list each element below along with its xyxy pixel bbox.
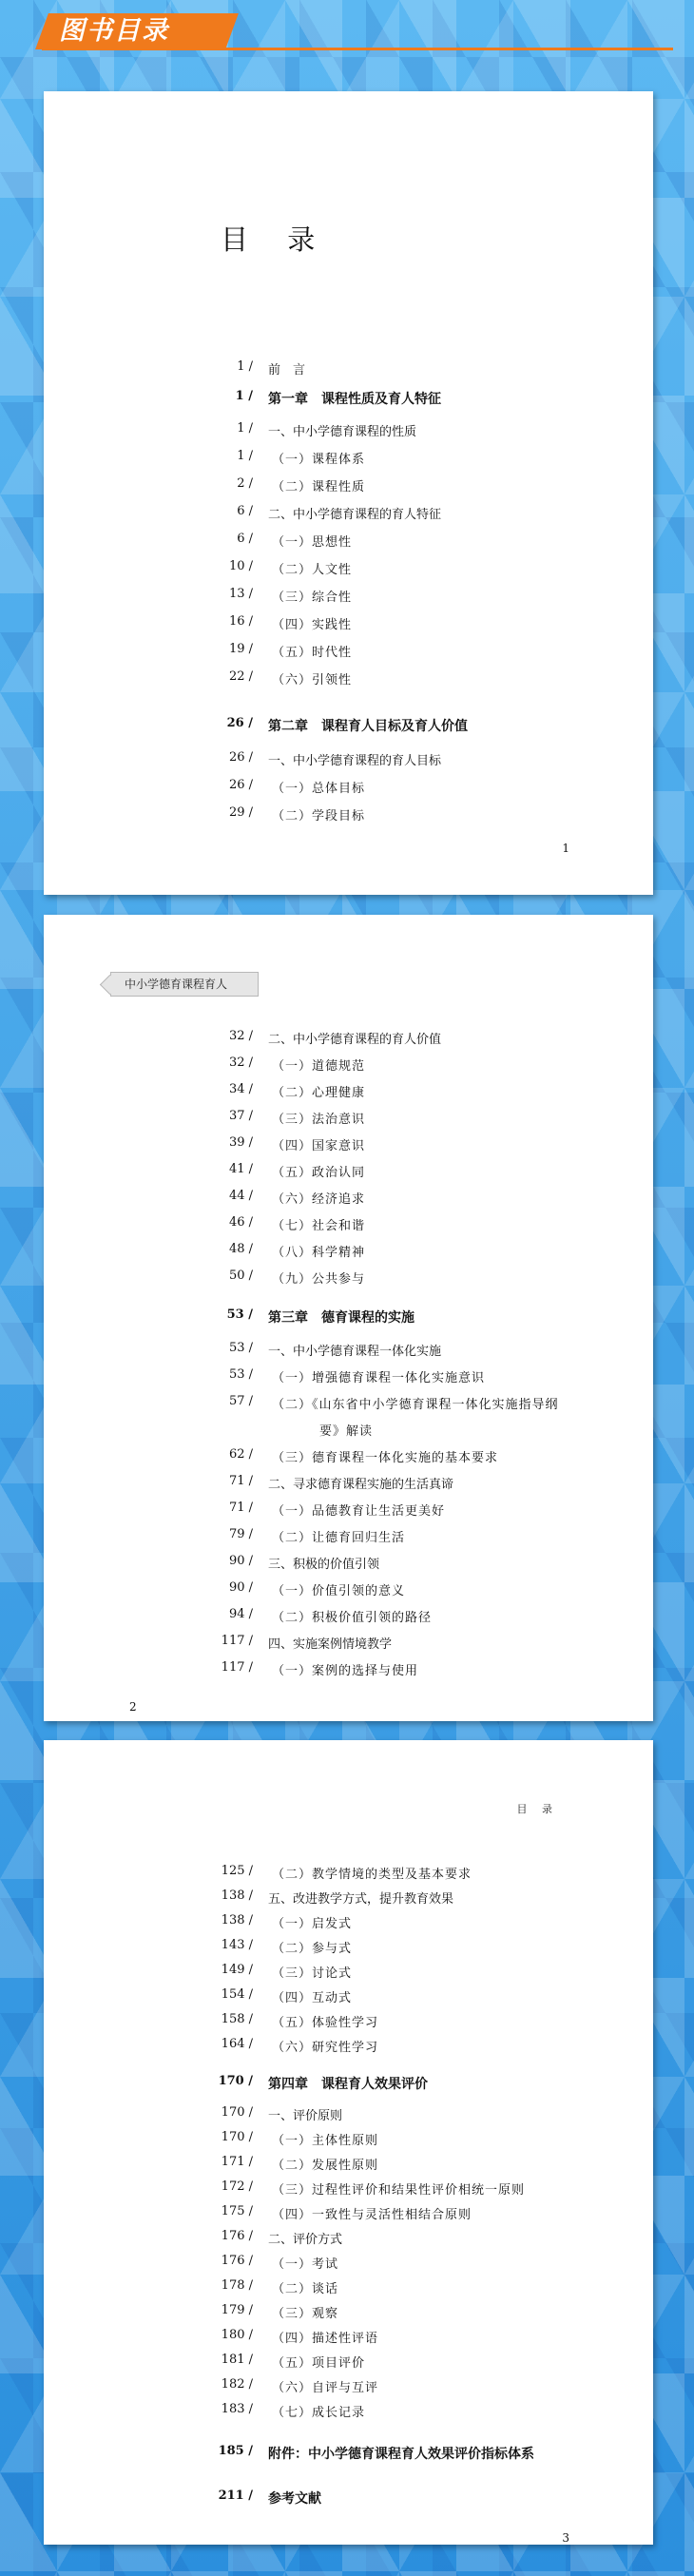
toc-section: 90 / 三、积极的价值引领 bbox=[228, 1554, 380, 1572]
toc-chapter: 1 / 第一章 课程性质及育人特征 bbox=[235, 389, 441, 407]
toc-subsection-continued: 要》解读 bbox=[319, 1424, 374, 1439]
page-number: 2 bbox=[129, 1700, 137, 1714]
toc-subsection: 90 / （一）价值引领的意义 bbox=[228, 1580, 406, 1598]
catalog-banner bbox=[0, 0, 694, 59]
toc-subsection: 22 / （六）引领性 bbox=[228, 669, 353, 688]
toc-entry: 1 / 前 言 bbox=[237, 359, 306, 378]
banner-underline bbox=[42, 48, 673, 50]
toc-subsection: 48 / （八）科学精神 bbox=[228, 1242, 366, 1260]
toc-subsection: 29 / （二）学段目标 bbox=[228, 805, 366, 823]
toc-subsection: 149 / （三）讨论式 bbox=[221, 1963, 353, 1981]
toc-subsection: 164 / （六）研究性学习 bbox=[221, 2037, 379, 2055]
toc-subsection: 1 / （一）课程体系 bbox=[237, 449, 366, 467]
toc-subsection: 138 / （一）启发式 bbox=[221, 1913, 353, 1931]
toc-subsection: 125 / （二）教学情境的类型及基本要求 bbox=[221, 1864, 472, 1882]
toc-subsection: 57 / （二）《山东省中小学德育课程一体化实施指导纲 bbox=[228, 1394, 559, 1412]
toc-subsection: 172 / （三）过程性评价和结果性评价相统一原则 bbox=[221, 2179, 526, 2198]
toc-subsection: 41 / （五）政治认同 bbox=[228, 1162, 366, 1180]
page-number: 1 bbox=[562, 842, 569, 855]
toc-subsection: 182 / （六）自评与互评 bbox=[221, 2377, 379, 2395]
toc-chapter: 53 / 第三章 德育课程的实施 bbox=[226, 1307, 414, 1326]
toc-subsection: 34 / （二）心理健康 bbox=[228, 1082, 366, 1100]
toc-references: 211 / 参考文献 bbox=[218, 2489, 321, 2507]
toc-subsection: 50 / （九）公共参与 bbox=[228, 1269, 366, 1287]
banner-title: 图书目录 bbox=[59, 16, 169, 46]
toc-subsection: 39 / （四）国家意识 bbox=[228, 1135, 366, 1153]
toc-subsection: 143 / （二）参与式 bbox=[221, 1938, 353, 1956]
toc-subsection: 154 / （四）互动式 bbox=[221, 1987, 353, 2005]
running-head: 中小学德育课程育人 bbox=[110, 972, 259, 997]
page-number: 3 bbox=[562, 2531, 569, 2545]
toc-subsection: 19 / （五）时代性 bbox=[228, 642, 353, 660]
running-head: 目 录 bbox=[516, 1803, 558, 1815]
toc-subsection: 170 / （一）主体性原则 bbox=[221, 2130, 379, 2148]
toc-subsection: 181 / （五）项目评价 bbox=[221, 2353, 366, 2371]
toc-section: 170 / 一、评价原则 bbox=[221, 2105, 343, 2123]
toc-page-2 bbox=[44, 915, 653, 1721]
toc-subsection: 175 / （四）一致性与灵活性相结合原则 bbox=[221, 2204, 472, 2222]
toc-page-1 bbox=[44, 91, 653, 895]
toc-subsection: 176 / （一）考试 bbox=[221, 2254, 339, 2272]
toc-subsection: 171 / （二）发展性原则 bbox=[221, 2155, 379, 2173]
toc-subsection: 179 / （三）观察 bbox=[221, 2303, 339, 2321]
toc-subsection: 10 / （二）人文性 bbox=[228, 559, 353, 577]
toc-subsection: 71 / （一）品德教育让生活更美好 bbox=[228, 1501, 446, 1519]
toc-subsection: 117 / （一）案例的选择与使用 bbox=[221, 1660, 419, 1678]
toc-subsection: 158 / （五）体验性学习 bbox=[221, 2012, 379, 2030]
toc-section: 117 / 四、实施案例情境教学 bbox=[221, 1634, 393, 1652]
toc-subsection: 46 / （七）社会和谐 bbox=[228, 1215, 366, 1233]
toc-subsection: 6 / （一）思想性 bbox=[237, 532, 353, 550]
toc-subsection: 16 / （四）实践性 bbox=[228, 614, 353, 632]
toc-subsection: 44 / （六）经济追求 bbox=[228, 1189, 366, 1207]
toc-subsection: 32 / （一）道德规范 bbox=[228, 1056, 366, 1074]
toc-subsection: 37 / （三）法治意识 bbox=[228, 1109, 366, 1127]
toc-subsection: 79 / （二）让德育回归生活 bbox=[228, 1527, 406, 1545]
toc-appendix: 185 / 附件：中小学德育课程育人效果评价指标体系 bbox=[218, 2444, 534, 2462]
toc-heading: 目 录 bbox=[221, 223, 331, 256]
toc-subsection: 13 / （三）综合性 bbox=[228, 587, 353, 605]
toc-section: 1 / 一、中小学德育课程的性质 bbox=[237, 421, 417, 439]
toc-section: 26 / 一、中小学德育课程的育人目标 bbox=[228, 750, 442, 768]
toc-section: 32 / 二、中小学德育课程的育人价值 bbox=[228, 1029, 442, 1047]
toc-section: 176 / 二、评价方式 bbox=[221, 2229, 343, 2247]
toc-chapter: 170 / 第四章 课程育人效果评价 bbox=[218, 2074, 428, 2092]
toc-section: 138 / 五、改进教学方式，提升教育效果 bbox=[221, 1888, 454, 1907]
toc-subsection: 62 / （三）德育课程一体化实施的基本要求 bbox=[228, 1447, 499, 1465]
toc-chapter: 26 / 第二章 课程育人目标及育人价值 bbox=[226, 716, 468, 734]
toc-subsection: 94 / （二）积极价值引领的路径 bbox=[228, 1607, 433, 1625]
toc-subsection: 183 / （七）成长记录 bbox=[221, 2402, 366, 2420]
toc-page-3 bbox=[44, 1740, 653, 2545]
toc-section: 53 / 一、中小学德育课程一体化实施 bbox=[228, 1341, 442, 1359]
toc-subsection: 178 / （二）谈话 bbox=[221, 2278, 339, 2296]
toc-subsection: 53 / （一）增强德育课程一体化实施意识 bbox=[228, 1367, 486, 1385]
toc-subsection: 26 / （一）总体目标 bbox=[228, 778, 366, 796]
toc-section: 6 / 二、中小学德育课程的育人特征 bbox=[237, 504, 442, 522]
toc-section: 71 / 二、寻求德育课程实施的生活真谛 bbox=[228, 1474, 454, 1492]
toc-subsection: 180 / （四）描述性评语 bbox=[221, 2328, 379, 2346]
toc-subsection: 2 / （二）课程性质 bbox=[237, 476, 366, 494]
